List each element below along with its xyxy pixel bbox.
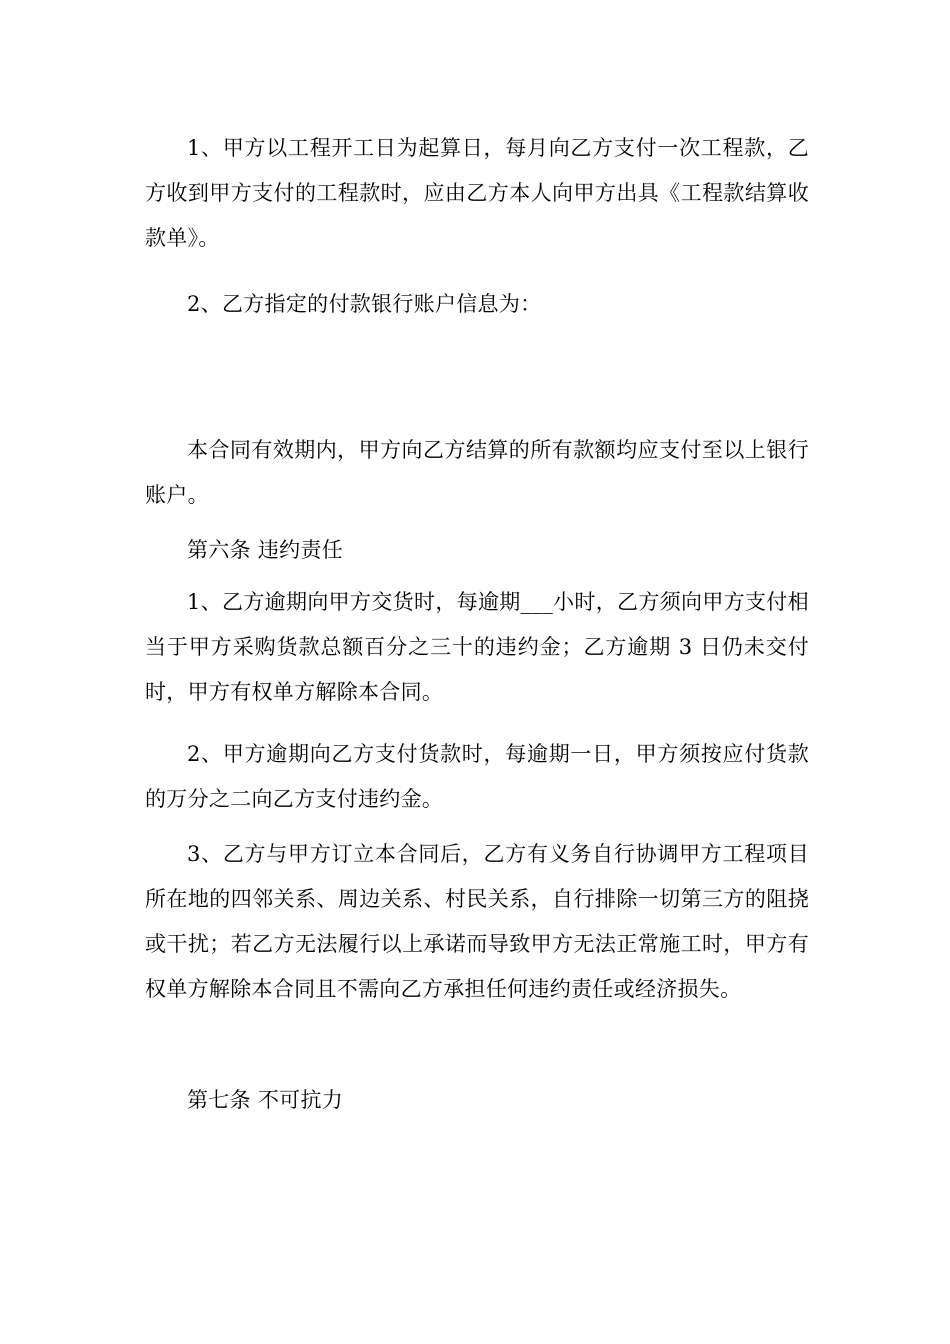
paragraph-neighbor-coordination: 3、乙方与甲方订立本合同后，乙方有义务自行协调甲方工程项目所在地的四邻关系、周边关系、村民关系，自行排除一切第三方的阻挠或干扰；若乙方无法履行以上承诺而导致甲方无法正常施工时，甲方有权单方解除本合同且不需向乙方承担任何违约责任或经济损失。 bbox=[145, 842, 809, 1001]
paragraph-bank-account: 2、乙方指定的付款银行账户信息为： bbox=[187, 292, 542, 316]
paragraph-settlement-account: 本合同有效期内，甲方向乙方结算的所有款额均应支付至以上银行账户。 bbox=[145, 438, 809, 507]
section-heading-article-7: 第七条 不可抗力 bbox=[187, 1088, 344, 1112]
section-heading-article-6: 第六条 违约责任 bbox=[187, 538, 344, 562]
paragraph-payment-schedule: 1、甲方以工程开工日为起算日，每月向乙方支付一次工程款，乙方收到甲方支付的工程款时，应由乙方本人向甲方出具《工程款结算收款单》。 bbox=[145, 136, 809, 250]
paragraph-late-payment: 2、甲方逾期向乙方支付货款时，每逾期一日，甲方须按应付货款的万分之二向乙方支付违约金。 bbox=[145, 742, 809, 811]
paragraph-late-delivery: 1、乙方逾期向甲方交货时，每逾期___小时，乙方须向甲方支付相当于甲方采购货款总额百分之三十的违约金；乙方逾期 3 日仍未交付时，甲方有权单方解除本合同。 bbox=[145, 590, 809, 704]
